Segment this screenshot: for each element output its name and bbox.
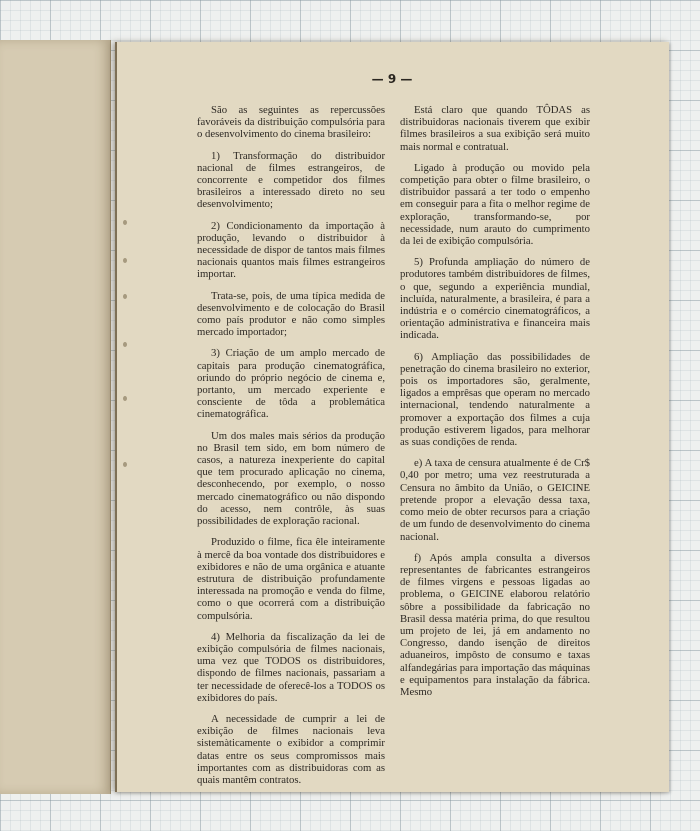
paragraph: Ligado à produção ou movido pela competição para obter o filme brasileiro, o distribuidor passará a ter todo o empenho em conseguir para a fita o melhor regime de exploração, transformando-se, por necessidade, num arauto do cumprimento da lei de exibição compulsória. [400, 161, 590, 248]
paragraph: Produzido o filme, fica êle inteiramente à mercê da boa vontade dos distribuidores e exibidores e não de uma orgânica e atuante estrutura de distribuição profundamente interessada na promoção e venda do filme, como o que ocorrerá com a distribuição compulsória. [197, 536, 385, 622]
paragraph: 3) Criação de um amplo mercado de capitais para produção cinematográfica, oriundo do próprio negócio de cinema e, portanto, um mercado experiente e consciente de tôda a problemática cinematográfica. [197, 347, 385, 421]
paragraph: A necessidade de cumprir a lei de exibição de filmes nacionais leva sistemàticamente o exibidor a comprimir datas entre os seus compromissos mais importantes com as distribuidoras com as quais mantêm contratos. [197, 712, 385, 786]
paragraph: 1) Transformação do distribuidor nacional de filmes estrangeiros, de concorrente e competidor dos filmes brasileiros a interessado direto no seu desenvolvimento; [197, 149, 385, 211]
paragraph: f) Após ampla consulta a diversos representantes de fabricantes estrangeiros de filmes virgens e pessoas ligadas ao problema, o GEICINE elaborou relatório sôbre a possibilidade da fabricação no Brasil dessa matéria prima, do que resultou um projeto de lei, já em andamento no Congresso, dando isenção de direitos aduaneiros, impôsto de consumo e taxas alfandegárias para importação das máquinas e equipamentos para instalação da fábrica. Mesmo [400, 551, 590, 698]
right-text-column [400, 104, 590, 707]
binding-holes [123, 42, 131, 792]
page-number: — 9 — [371, 72, 413, 86]
paragraph: 4) Melhoria da fiscalização da lei de exibição compulsória de filmes nacionais, uma vez que TODOS os distribuidores, dispondo de filmes nacionais, passariam a ter necessidade de oferecê-los a TODOS os exibidores do país. [197, 630, 385, 704]
left-page-edge [0, 40, 111, 794]
paragraph: 5) Profunda ampliação do número de produtores também distribuidores de filmes, o que, segundo a experiência mundial, incluída, naturalmente, a brasileira, é para a indústria e o comércio cinematográficos, a orientação administrativa e financeira mais indicada. [400, 256, 590, 342]
paragraph: e) A taxa de censura atualmente é de Cr$ 0,40 por metro; uma vez reestruturada a Censura no âmbito da União, o GEICINE pretende propor a elevação dessa taxa, como meio de obter recursos para a criação de um fundo de desenvolvimento do cinema nacional. [400, 457, 590, 543]
paragraph: Trata-se, pois, de uma típica medida de desenvolvimento e de colocação do Brasil como país produtor e não como simples mercado importador; [197, 289, 385, 339]
paragraph: 6) Ampliação das possibilidades de penetração do cinema brasileiro no exterior, pois os importadores são, geralmente, ligados a emprêsas que operam no mercado internacional, tendendo naturalmente a promover a exportação dos filmes a cuja produção estiverem ligados, para melhorar as suas condições de renda. [400, 350, 590, 449]
paragraph: Está claro que quando TÔDAS as distribuidoras nacionais tiverem que exibir filmes brasileiros a sua exibição será muito mais normal e contratual. [400, 104, 590, 153]
paragraph: 2) Condicionamento da importação à produção, levando o distribuidor à necessidade de dispor de tantos mais filmes nacionais quantos mais filmes estrangeiros importar. [197, 219, 385, 281]
left-text-column [197, 104, 385, 795]
paragraph: Um dos males mais sérios da produção no Brasil tem sido, em bom número de casos, a natureza inexperiente do capital que tem procurado aplicação no cinema, desconhecendo, por exemplo, o nosso mercado cinematográfico ou não dispondo do acesso, nem contrôle, às suas possibilidades de exploração racional. [197, 429, 385, 528]
document-page [115, 42, 669, 792]
paragraph: São as seguintes as repercussões favoráveis da distribuição compulsória para o desenvolvimento do cinema brasileiro: [197, 104, 385, 141]
